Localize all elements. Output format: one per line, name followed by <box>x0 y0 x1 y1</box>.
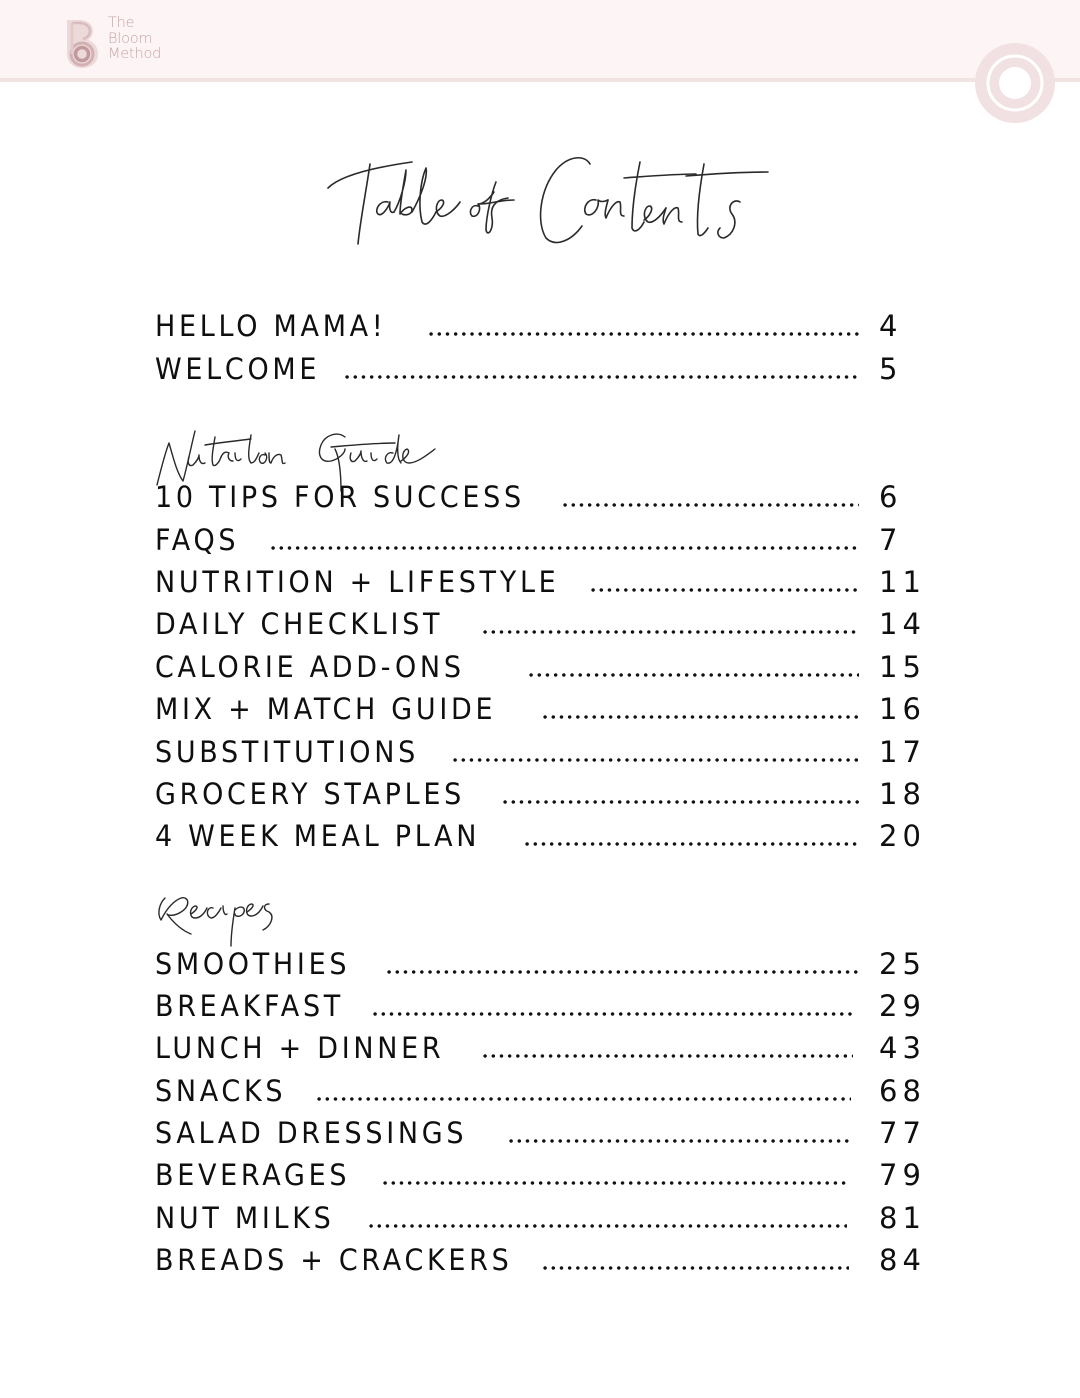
toc-entry-calorie-add-ons[interactable] <box>155 646 935 688</box>
toc-entry-breakfast[interactable] <box>155 985 935 1027</box>
dot-leader <box>381 1180 849 1186</box>
brand-name-line2: Bloom <box>108 30 153 47</box>
bloom-logo-icon <box>63 16 103 70</box>
toc-entry-page: 84 <box>879 1243 926 1277</box>
toc-entry-page: 16 <box>879 692 926 726</box>
toc-entry-salad-dressings[interactable] <box>155 1112 935 1154</box>
toc-entry-grocery-staples[interactable] <box>155 773 935 815</box>
header-band <box>0 0 1080 82</box>
toc-entry-page: 68 <box>879 1074 926 1108</box>
toc-entry-label: BREADS + CRACKERS <box>155 1243 513 1277</box>
brand-logo <box>63 16 161 70</box>
toc-entry-page: 18 <box>879 777 926 811</box>
toc-entry-label: 4 WEEK MEAL PLAN <box>155 819 481 853</box>
toc-entry-page: 15 <box>879 650 926 684</box>
dot-leader <box>527 672 859 678</box>
toc-entry-page: 20 <box>879 819 926 853</box>
dot-leader <box>561 502 859 508</box>
dot-leader <box>451 757 859 763</box>
dot-leader <box>541 714 859 720</box>
toc-entry-beverages[interactable] <box>155 1154 935 1196</box>
toc-entry-label: SALAD DRESSINGS <box>155 1116 468 1150</box>
toc-entry-page: 17 <box>879 735 926 769</box>
toc-entry-welcome[interactable] <box>155 348 935 390</box>
dot-leader <box>481 629 859 635</box>
toc-entry-label: SNACKS <box>155 1074 287 1108</box>
toc-entry-page: 43 <box>879 1031 926 1065</box>
toc-entry-label: DAILY CHECKLIST <box>155 607 444 641</box>
toc-entry-nutrition-lifestyle[interactable] <box>155 561 935 603</box>
toc-entry-lunch-dinner[interactable] <box>155 1027 935 1069</box>
toc-entry-label: NUT MILKS <box>155 1201 335 1235</box>
toc-entry-page: 6 <box>879 480 903 514</box>
toc-entry-nut-milks[interactable] <box>155 1197 935 1239</box>
toc-entry-label: 10 TIPS FOR SUCCESS <box>155 480 525 514</box>
dot-leader <box>481 1053 853 1059</box>
toc-entry-label: BREAKFAST <box>155 989 344 1023</box>
toc-entry-page: 25 <box>879 947 926 981</box>
toc-entry-breads-crackers[interactable] <box>155 1239 935 1281</box>
toc-entry-page: 81 <box>879 1201 926 1235</box>
toc-entry-page: 79 <box>879 1158 926 1192</box>
toc-entry-page: 77 <box>879 1116 926 1150</box>
toc-entry-label: LUNCH + DINNER <box>155 1031 445 1065</box>
toc-entry-page: 5 <box>879 352 903 386</box>
toc-entry-page: 11 <box>879 565 926 599</box>
dot-leader <box>541 1265 849 1271</box>
dot-leader <box>507 1138 851 1144</box>
toc-entry-10-tips-for-success[interactable] <box>155 476 935 518</box>
dot-leader <box>589 587 859 593</box>
toc-entry-label: HELLO MAMA! <box>155 309 387 343</box>
toc-entry-faqs[interactable] <box>155 519 935 561</box>
dot-leader <box>523 841 859 847</box>
dot-leader <box>427 331 859 337</box>
toc-entry-page: 7 <box>879 523 903 557</box>
toc-entry-label: SUBSTITUTIONS <box>155 735 419 769</box>
toc-entry-label: BEVERAGES <box>155 1158 351 1192</box>
toc-entry-hello-mama[interactable] <box>155 305 935 347</box>
brand-name-line1: The <box>108 15 135 31</box>
dot-leader <box>343 374 859 380</box>
dot-leader <box>371 1011 855 1017</box>
toc-entry-label: MIX + MATCH GUIDE <box>155 692 497 726</box>
dot-leader <box>367 1223 847 1229</box>
dot-leader <box>315 1096 851 1102</box>
toc-entry-4-week-meal-plan[interactable] <box>155 815 935 857</box>
toc-entry-label: SMOOTHIES <box>155 947 351 981</box>
toc-entry-label: FAQS <box>155 523 240 557</box>
toc-entry-snacks[interactable] <box>155 1070 935 1112</box>
toc-entry-page: 29 <box>879 989 926 1023</box>
toc-entry-page: 4 <box>879 309 903 343</box>
toc-entry-daily-checklist[interactable] <box>155 603 935 645</box>
dot-leader <box>501 799 859 805</box>
toc-entry-label: GROCERY STAPLES <box>155 777 466 811</box>
toc-entry-label: NUTRITION + LIFESTYLE <box>155 565 560 599</box>
toc-entry-mix-match-guide[interactable] <box>155 688 935 730</box>
toc-entry-label: CALORIE ADD-ONS <box>155 650 465 684</box>
concentric-circle-badge-icon <box>974 42 1056 124</box>
page-title <box>300 142 780 262</box>
dot-leader <box>385 969 859 975</box>
toc-entry-page: 14 <box>879 607 926 641</box>
brand-name-line3: Method <box>108 46 162 62</box>
toc-entry-substitutions[interactable] <box>155 731 935 773</box>
brand-name <box>108 16 161 63</box>
toc-entry-label: WELCOME <box>155 352 321 386</box>
dot-leader <box>269 545 859 551</box>
toc-entry-smoothies[interactable] <box>155 943 935 985</box>
section-heading-recipes <box>155 890 285 950</box>
